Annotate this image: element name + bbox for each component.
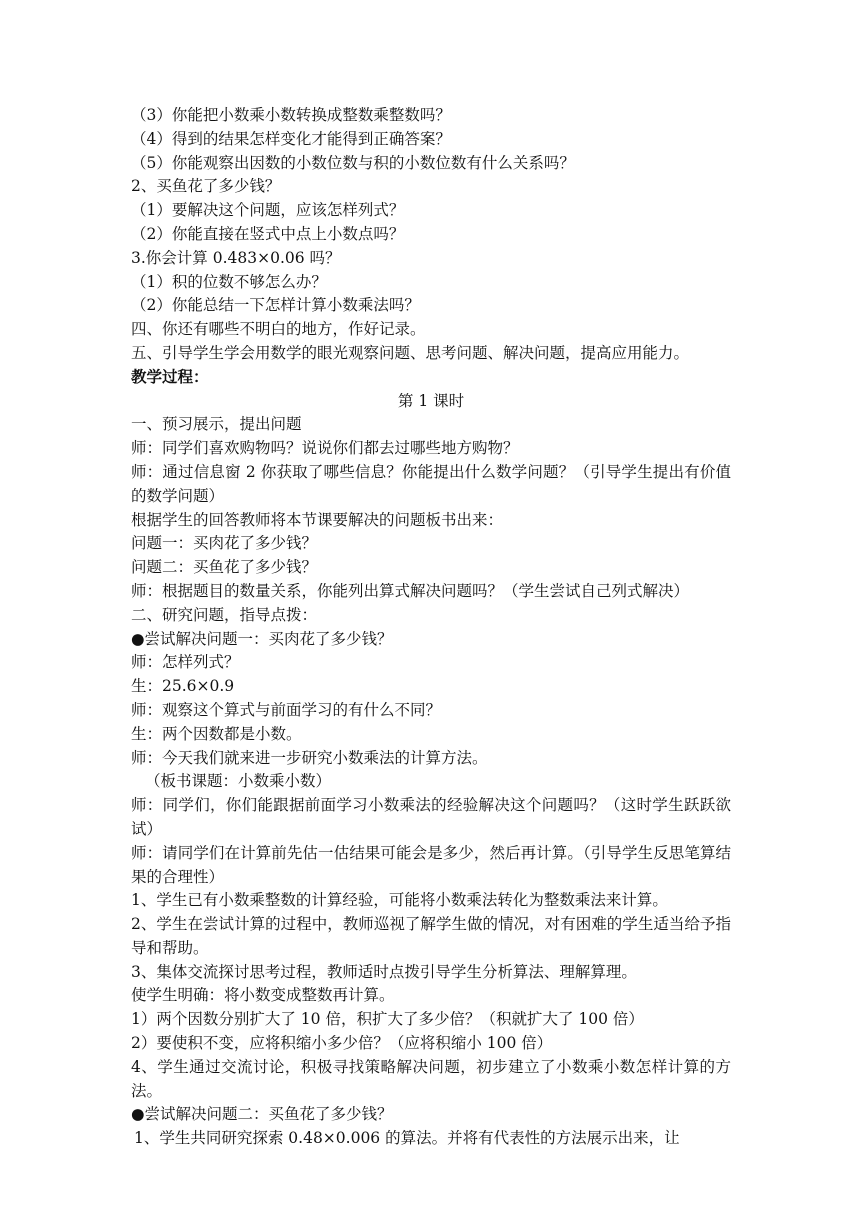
teacher-line-5: 师：观察这个算式与前面学习的有什么不同？ xyxy=(131,700,442,719)
item-2-question-2: （2）你能直接在竖式中点上小数点吗？ xyxy=(131,224,405,243)
clarify-line: 使学生明确：将小数变成整数再计算。 xyxy=(131,986,395,1005)
lesson-title: 第 1 课时 xyxy=(397,391,465,410)
teacher-line-2: 师：通过信息窗 2 你获取了哪些信息？你能提出什么数学问题？（引导学生提出有价值的数学问题） xyxy=(131,462,731,505)
clarify-point-1: 1）两个因数分别扩大了 10 倍，积扩大了多少倍？（积就扩大了 100 倍） xyxy=(131,1010,644,1029)
teacher-line-1: 师：同学们喜欢购物吗？说说你们都去过哪些地方购物？ xyxy=(131,439,519,458)
item-2-heading: 2、买鱼花了多少钱？ xyxy=(131,177,281,196)
item-2-question-1: （1）要解决这个问题，应该怎样列式？ xyxy=(131,201,405,220)
section-5: 五、引导学生学会用数学的眼光观察问题、思考问题、解决问题，提高应用能力。 xyxy=(131,343,690,362)
question-3: （3）你能把小数乘小数转换成整数乘整数吗？ xyxy=(131,106,451,124)
item-3-question-1: （1）积的位数不够怎么办？ xyxy=(131,272,327,291)
problem-2: 问题二：买鱼花了多少钱？ xyxy=(131,558,318,577)
item-3-question-2: （2）你能总结一下怎样计算小数乘法吗？ xyxy=(131,296,420,315)
teacher-line-6: 师：今天我们就来进一步研究小数乘法的计算方法。 xyxy=(131,748,488,767)
item-3-heading: 3.你会计算 0.483×0.06 吗？ xyxy=(131,248,341,267)
attempt-problem-1: ●尝试解决问题一：买肉花了多少钱？ xyxy=(131,629,393,648)
question-4: （4）得到的结果怎样变化才能得到正确答案？ xyxy=(131,129,451,148)
explore-step-1: 1、学生共同研究探索 0.48×0.006 的算法。并将有代表性的方法展示出来，让 xyxy=(134,1129,680,1148)
problem-1: 问题一：买肉花了多少钱？ xyxy=(131,534,318,553)
teacher-line-4: 师：怎样列式？ xyxy=(131,653,240,672)
step-3: 3、集体交流探讨思考过程，教师适时点拨引导学生分析算法、理解算理。 xyxy=(131,962,637,981)
teacher-line-8: 师：请同学们在计算前先估一估结果可能会是多少，然后再计算。（引导学生反思笔算结果的合理性） xyxy=(131,843,731,886)
board-note: 根据学生的回答教师将本节课要解决的问题板书出来： xyxy=(131,510,504,529)
student-line-1: 生：25.6×0.9 xyxy=(131,677,235,696)
step-1: 1、学生已有小数乘整数的计算经验，可能将小数乘法转化为整数乘法来计算。 xyxy=(131,891,668,910)
student-line-2: 生：两个因数都是小数。 xyxy=(131,724,302,743)
teaching-process-heading: 教学过程： xyxy=(131,367,209,386)
document-body xyxy=(131,104,731,1151)
board-title-note: （板书课题：小数乘小数） xyxy=(145,772,332,791)
question-5: （5）你能观察出因数的小数位数与积的小数位数有什么关系吗？ xyxy=(131,153,575,172)
attempt-problem-2: ●尝试解决问题二：买鱼花了多少钱？ xyxy=(131,1105,393,1124)
teacher-line-3: 师：根据题目的数量关系，你能列出算式解决问题吗？（学生尝试自己列式解决） xyxy=(131,581,690,600)
part-1-heading: 一、预习展示，提出问题 xyxy=(131,415,302,434)
clarify-point-2: 2）要使积不变，应将积缩小多少倍？（应将积缩小 100 倍） xyxy=(131,1034,553,1053)
section-4: 四、你还有哪些不明白的地方，作好记录。 xyxy=(131,320,426,339)
teacher-line-7: 师：同学们，你们能跟据前面学习小数乘法的经验解决这个问题吗？（这时学生跃跃欲试） xyxy=(131,796,731,838)
step-4: 4、学生通过交流讨论，积极寻找策略解决问题，初步建立了小数乘小数怎样计算的方法。 xyxy=(131,1057,731,1100)
part-2-heading: 二、研究问题，指导点拨： xyxy=(131,605,318,624)
step-2: 2、学生在尝试计算的过程中，教师巡视了解学生做的情况，对有困难的学生适当给予指导和帮助。 xyxy=(131,915,731,957)
